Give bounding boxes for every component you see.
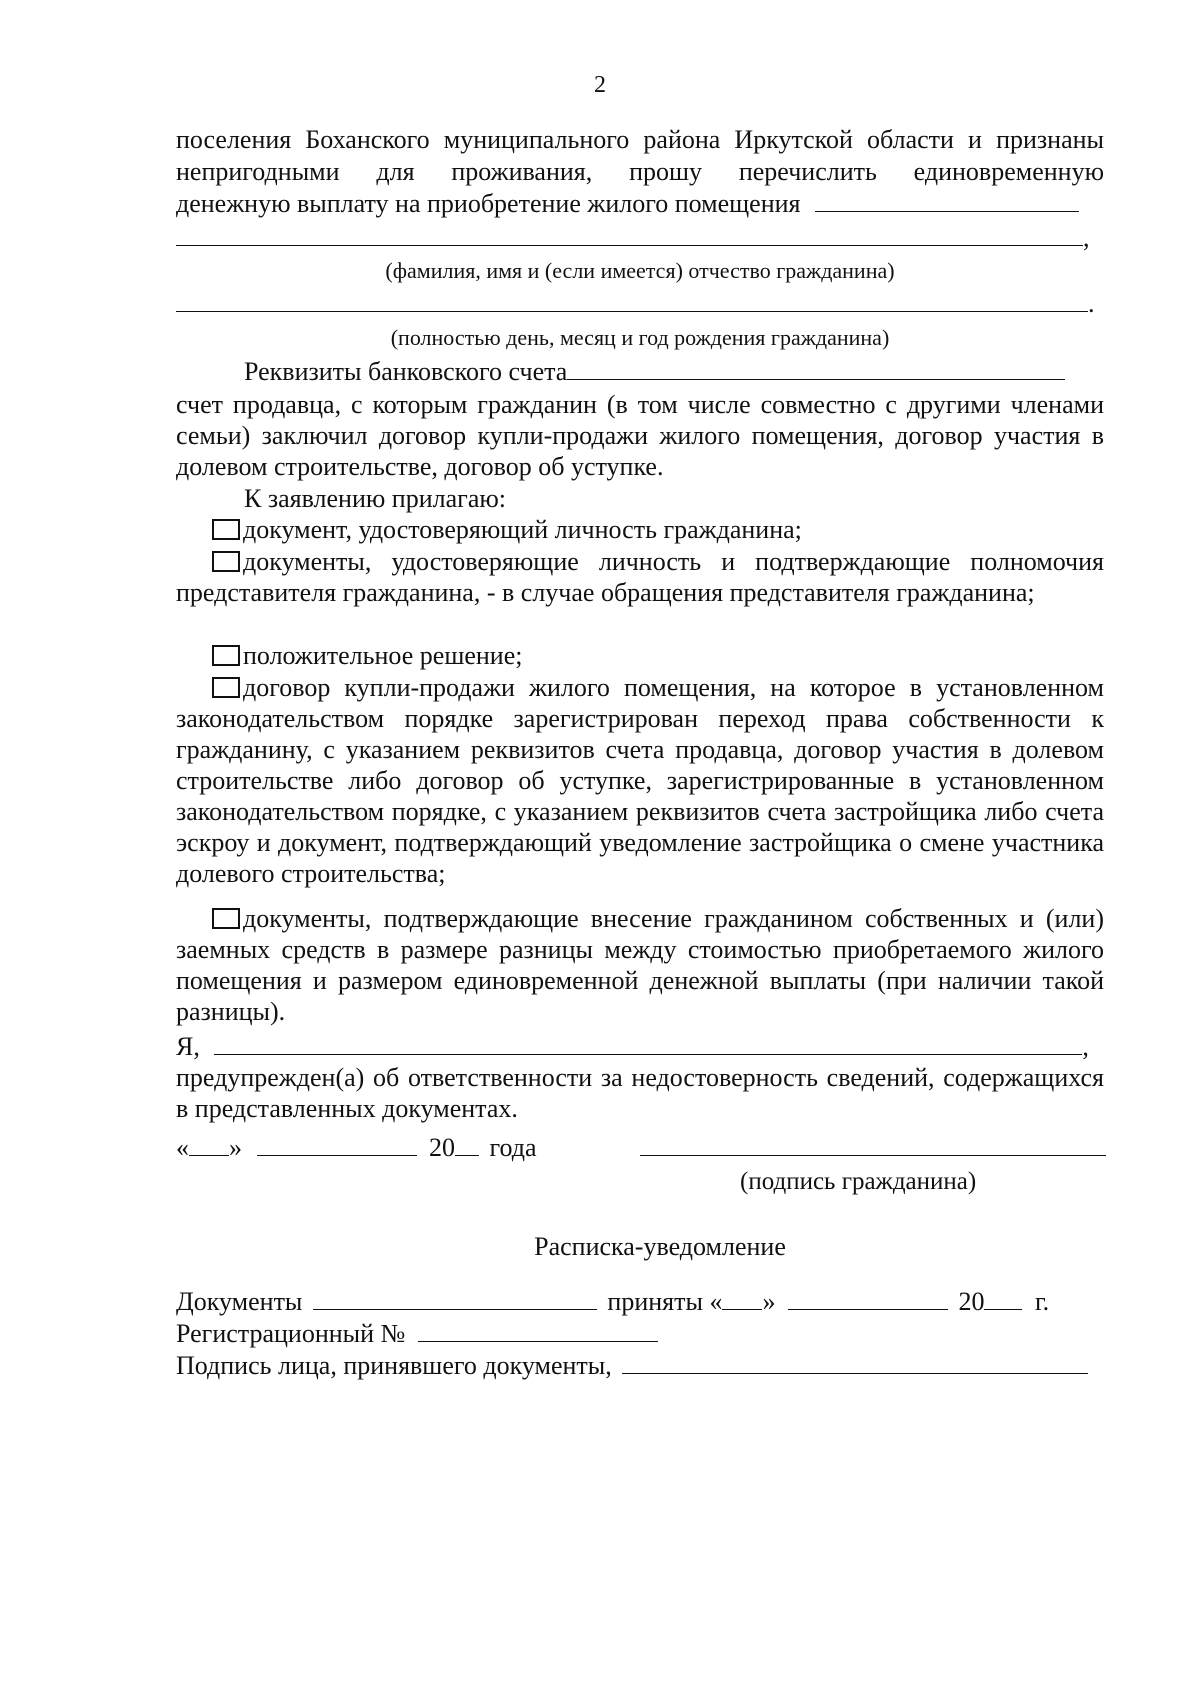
receipt-reg-label: Регистрационный № [176,1319,406,1348]
signature-line [640,1132,1106,1163]
receipt-sign-line [176,1350,1088,1381]
bank-label: Реквизиты банковского счета [244,357,568,386]
attachments-title: К заявлению прилагаю: [244,484,507,513]
attachment-item-5 [176,903,1104,1027]
attachment-checkbox-2[interactable] [212,551,240,572]
attachment-item-1 [176,514,1104,545]
receipt-year-prefix: 20 [958,1287,985,1316]
date-close-quote: » [229,1133,242,1162]
attachment-checkbox-4[interactable] [212,677,240,698]
declarant-name-blank[interactable] [214,1032,1082,1055]
date-day-blank[interactable] [189,1133,229,1156]
receipt-documents-label: Документы [176,1287,303,1316]
attachment-item-2 [176,546,1104,608]
date-open-quote: « [176,1133,189,1162]
date-month-blank[interactable] [257,1133,417,1156]
receipt-month-blank[interactable] [788,1287,948,1310]
intro-line-3-text: денежную выплату на приобретение жилого помещения [176,189,801,218]
page-number: 2 [594,72,606,98]
intro-line-3 [176,188,1079,219]
declaration-line: Я, , [176,1032,1089,1061]
receipt-year-suffix: г. [1034,1287,1050,1316]
attachment-text-2: документы, удостоверяющие личность и подтверждающие полномочия представителя гражданина, - в случае обращения представителя гражданина; [176,547,1104,607]
fio-line: , [176,222,1090,253]
receipt-title: Расписка-уведомление [534,1232,786,1261]
attachment-item-4 [176,672,1104,889]
intro-line-1: поселения Боханского муниципального района Иркутской области и признаны [176,125,1104,154]
bank-account-blank[interactable] [567,357,1065,380]
date-year-blank[interactable] [455,1133,479,1156]
receipt-close-quote: » [762,1287,776,1316]
birth-caption: (полностью день, месяц и год рождения гражданина) [390,325,890,350]
receipt-accepted-label: приняты « [607,1287,723,1316]
date-year-word: года [489,1133,537,1162]
bank-text: счет продавца, с которым гражданин (в том числе совместно с другими членами семьи) заключил договор купли-продажи жилого помещения, договор участия в долевом строительстве, договор об уступке. [176,390,1104,481]
receipt-documents-line [176,1286,1049,1317]
attachment-text-3: положительное решение; [243,641,523,670]
receipt-sign-label: Подпись лица, принявшего документы, [176,1351,612,1380]
receipt-year-blank[interactable] [984,1287,1022,1310]
declaration-prefix: Я, [176,1032,200,1061]
receipt-reg-number-blank[interactable] [418,1319,658,1342]
fio-blank[interactable] [176,223,1083,246]
attachment-checkbox-3[interactable] [212,645,240,666]
payment-recipient-blank[interactable] [815,189,1079,212]
signature-caption: (подпись гражданина) [740,1168,977,1195]
attachment-text-1: документ, удостоверяющий личность гражданина; [243,515,802,544]
attachment-text-5: документы, подтверждающие внесение гражданином собственных и (или) заемных средств в размере разницы между стоимостью приобретаемого жилого помещения и размером единовременной денежной выплаты (при наличии такой разницы). [176,904,1104,1026]
receipt-signature-blank[interactable] [622,1351,1088,1374]
receipt-reg-line [176,1318,658,1349]
birth-line: . [176,288,1095,319]
citizen-signature-blank[interactable] [640,1133,1106,1156]
attachment-text-4: договор купли-продажи жилого помещения, на которое в установленном законодательством порядке зарегистрирован переход права собственности к гражданину, с указанием реквизитов счета продавца, договор участия в долевом строительстве либо договор об уступке, зарегистрированные в установленном законодательством порядке, с указанием реквизитов счета застройщика либо счета эскроу и документ, подтверждающий уведомление застройщика о смене участника долевого строительства; [176,673,1104,888]
date-year-prefix: 20 [429,1133,455,1162]
attachment-checkbox-1[interactable] [212,519,240,540]
attachments-title-line [176,483,506,514]
date-line [176,1132,537,1163]
intro-line-2: непригодными для проживания, прошу перечислить единовременную [176,157,1104,186]
receipt-day-blank[interactable] [722,1287,762,1310]
attachment-item-3 [176,640,1104,671]
birth-date-blank[interactable] [176,289,1088,312]
bank-line [176,356,1065,387]
declaration-text: предупрежден(а) об ответственности за недостоверность сведений, содержащихся в представленных документах. [176,1063,1104,1123]
attachment-checkbox-5[interactable] [212,908,240,929]
fio-caption: (фамилия, имя и (если имеется) отчество гражданина) [385,258,895,283]
receipt-documents-blank[interactable] [313,1287,597,1310]
